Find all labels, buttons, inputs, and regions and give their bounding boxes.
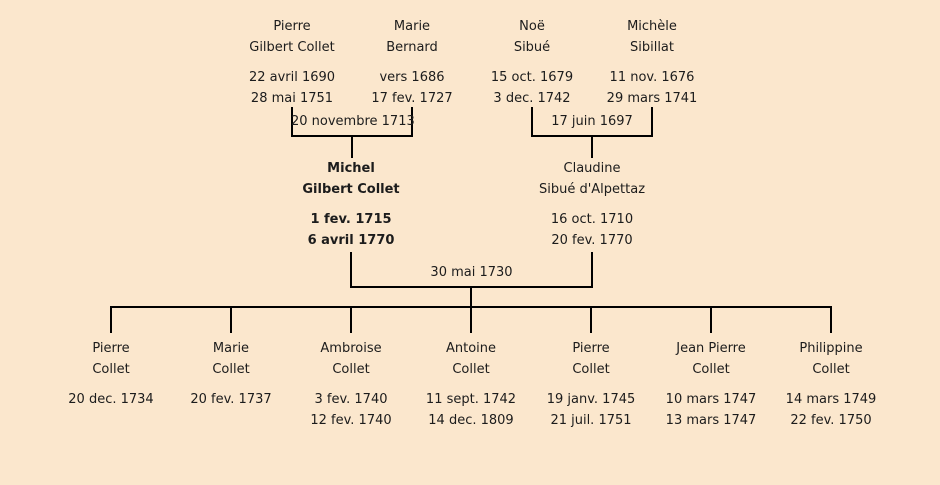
person-name-line: Marie — [393, 19, 431, 34]
person-name-line: Sibué d'Alpettaz — [538, 182, 646, 197]
person-name-line: Sibué — [513, 40, 551, 55]
person-name-line: Collet — [332, 362, 370, 377]
birth-date: 11 sept. 1742 — [425, 392, 517, 407]
person-dates — [531, 389, 651, 431]
birth-date: 10 mars 1747 — [665, 392, 757, 407]
person-name-line: Jean Pierre — [676, 341, 746, 356]
person-dates — [271, 209, 431, 251]
person-card-michel-gilbert-collet — [271, 158, 431, 251]
person-names — [651, 338, 771, 380]
person-name-line: Michèle — [627, 19, 677, 34]
person-names — [531, 338, 651, 380]
person-card-child-marie-collet — [171, 338, 291, 410]
birth-date: 22 avril 1690 — [248, 70, 336, 85]
marriage-date-label: 17 juin 1697 — [551, 114, 633, 129]
connector-vertical — [470, 306, 472, 333]
person-dates — [572, 67, 732, 109]
birth-date: 16 oct. 1710 — [550, 212, 634, 227]
connector-vertical — [470, 288, 472, 308]
marriage-date-label: 20 novembre 1713 — [291, 114, 415, 129]
person-card-child-pierre-collet-1 — [51, 338, 171, 410]
death-date: 6 avril 1770 — [307, 233, 395, 248]
person-card-child-ambroise-collet — [291, 338, 411, 431]
birth-date: 14 mars 1749 — [785, 392, 877, 407]
death-date: 22 fev. 1750 — [790, 413, 872, 428]
connector-vertical — [591, 137, 593, 158]
person-name-line: Marie — [212, 341, 250, 356]
death-date: 12 fev. 1740 — [310, 413, 392, 428]
person-name-line: Michel — [327, 161, 375, 176]
person-name-line: Gilbert Collet — [302, 182, 400, 197]
person-card-child-pierre-collet-2 — [531, 338, 651, 431]
person-name-line: Collet — [572, 362, 610, 377]
person-dates — [771, 389, 891, 431]
person-dates — [51, 389, 171, 410]
person-dates — [512, 209, 672, 251]
birth-date: 20 fev. 1737 — [190, 392, 272, 407]
person-name-line: Noë — [519, 19, 545, 34]
person-name-line: Collet — [92, 362, 130, 377]
person-card-child-antoine-collet — [411, 338, 531, 431]
person-dates — [411, 389, 531, 431]
death-date: 29 mars 1741 — [606, 91, 698, 106]
person-name-line: Claudine — [563, 161, 621, 176]
birth-date: vers 1686 — [379, 70, 445, 85]
person-names — [291, 338, 411, 380]
person-name-line: Ambroise — [320, 341, 382, 356]
person-dates — [291, 389, 411, 431]
person-names — [411, 338, 531, 380]
death-date: 17 fev. 1727 — [371, 91, 453, 106]
person-name-line: Sibillat — [629, 40, 674, 55]
person-card-michele-sibillat — [572, 16, 732, 109]
connector-vertical — [710, 306, 712, 333]
death-date: 3 dec. 1742 — [493, 91, 571, 106]
birth-date: 20 dec. 1734 — [68, 392, 154, 407]
person-name-line: Collet — [452, 362, 490, 377]
person-name-line: Pierre — [572, 341, 610, 356]
person-card-child-philippine-collet — [771, 338, 891, 431]
person-card-claudine-sibue-alpettaz — [512, 158, 672, 251]
connector-vertical — [230, 306, 232, 333]
person-names — [171, 338, 291, 380]
connector-vertical — [351, 137, 353, 158]
connector-vertical — [590, 306, 592, 333]
connector-vertical — [830, 306, 832, 333]
person-name-line: Philippine — [799, 341, 863, 356]
person-dates — [171, 389, 291, 410]
person-name-line: Bernard — [386, 40, 438, 55]
birth-date: 1 fev. 1715 — [310, 212, 392, 227]
birth-date: 11 nov. 1676 — [609, 70, 695, 85]
person-name-line: Pierre — [273, 19, 311, 34]
person-names — [51, 338, 171, 380]
death-date: 13 mars 1747 — [665, 413, 757, 428]
person-names — [572, 16, 732, 58]
birth-date: 19 janv. 1745 — [546, 392, 636, 407]
person-dates — [651, 389, 771, 431]
connector-vertical — [350, 306, 352, 333]
death-date: 21 juil. 1751 — [550, 413, 632, 428]
birth-date: 15 oct. 1679 — [490, 70, 574, 85]
person-name-line: Collet — [812, 362, 850, 377]
birth-date: 3 fev. 1740 — [314, 392, 388, 407]
marriage-date-label: 30 mai 1730 — [430, 265, 513, 280]
person-name-line: Gilbert Collet — [249, 40, 335, 55]
connector-vertical — [110, 306, 112, 333]
person-name-line: Pierre — [92, 341, 130, 356]
death-date: 14 dec. 1809 — [428, 413, 514, 428]
person-names — [771, 338, 891, 380]
person-name-line: Collet — [692, 362, 730, 377]
death-date: 20 fev. 1770 — [551, 233, 633, 248]
person-names — [271, 158, 431, 200]
person-name-line: Collet — [212, 362, 250, 377]
person-card-child-jean-pierre-collet — [651, 338, 771, 431]
person-names — [512, 158, 672, 200]
person-name-line: Antoine — [445, 341, 497, 356]
death-date: 28 mai 1751 — [250, 91, 334, 106]
